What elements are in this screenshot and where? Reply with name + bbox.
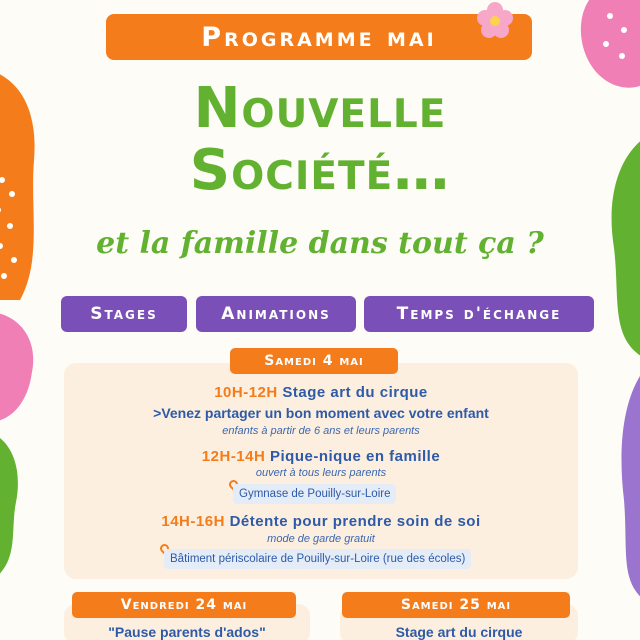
event-3-location: Bâtiment périscolaire de Pouilly-sur-Loire (rue des écoles) <box>164 549 471 569</box>
title-line-1: Nouvelle <box>193 76 447 141</box>
event-1-description: >Venez partager un bon moment avec votre enfant <box>153 405 489 421</box>
category-stages: Stages <box>61 296 187 332</box>
date-tag-saturday-25: Samedi 25 mai <box>342 592 570 618</box>
event-3-time: 14H-16H <box>161 513 225 530</box>
category-temps-echange: Temps d'échange <box>364 296 594 332</box>
event-1-title <box>64 384 578 401</box>
event-3-note: mode de garde gratuit <box>267 533 375 545</box>
event-2-time: 12H-14H <box>201 448 266 465</box>
purple-blob-right <box>614 370 640 600</box>
flower-icon <box>474 0 516 42</box>
event-2-location: Gymnase de Pouilly-sur-Loire <box>233 484 396 504</box>
event-2-note: ouvert à tous leurs parents <box>255 467 387 479</box>
banner-text: Programme mai <box>201 21 437 53</box>
saturday-25-event: Stage art du cirque <box>395 624 523 640</box>
event-3-name: Détente pour prendre soin de soi <box>229 513 481 530</box>
subtitle: et la famille dans tout ça ? <box>96 226 544 261</box>
date-tag-friday-24: Vendredi 24 mai <box>72 592 296 618</box>
event-1-note: enfants à partir de 6 ans et leurs parents <box>222 425 420 437</box>
pink-blob-right <box>574 0 640 90</box>
friday-24-event: "Pause parents d'ados" <box>108 624 266 640</box>
date-tag-saturday-4: Samedi 4 mai <box>230 348 398 374</box>
event-1-name: Stage art du cirque <box>282 384 428 401</box>
pink-blob-left <box>0 312 40 422</box>
event-3-title <box>64 513 578 530</box>
category-animations: Animations <box>196 296 356 332</box>
event-2-title <box>64 448 578 465</box>
green-blob-left <box>0 432 24 582</box>
title-line-2: Société… <box>189 138 451 203</box>
event-1-time: 10H-12H <box>214 384 278 401</box>
program-banner <box>106 14 532 60</box>
event-2-name: Pique-nique en famille <box>270 448 441 465</box>
